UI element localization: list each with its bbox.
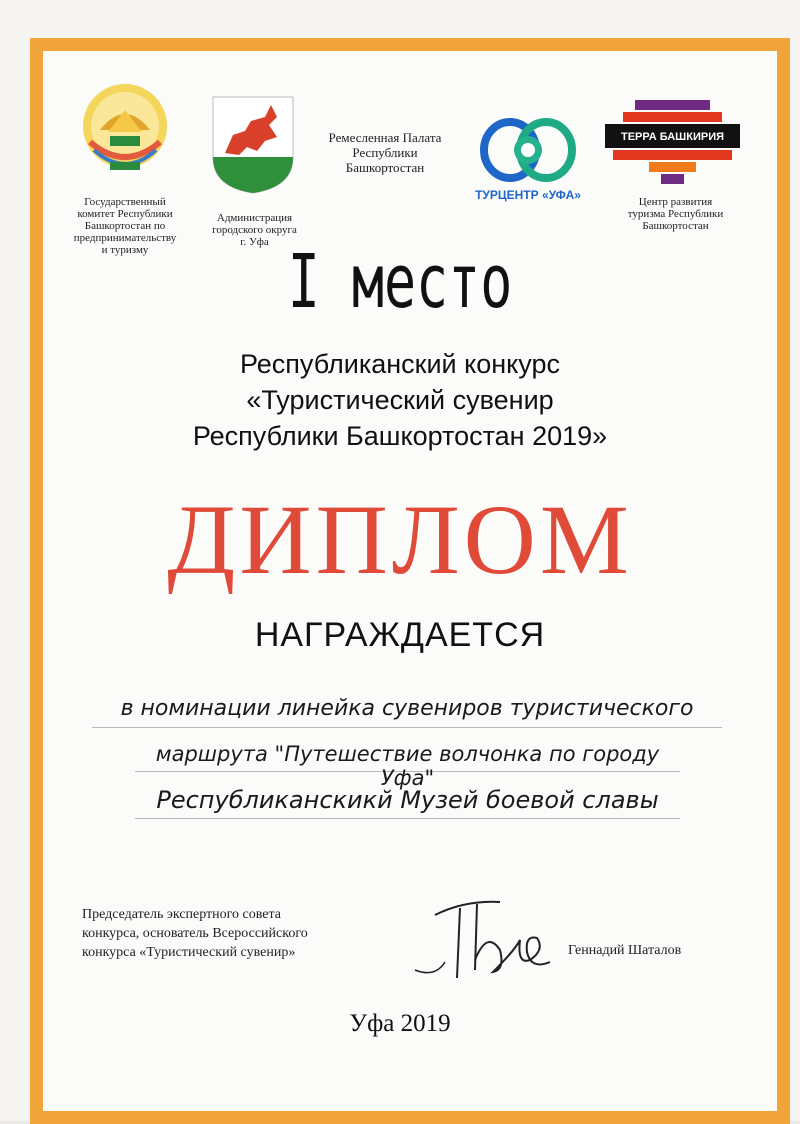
bashkortostan-emblem-icon (80, 80, 170, 180)
turcentr-name: ТУРЦЕНТР «УФА» (475, 188, 581, 202)
chairman-line: конкурса «Туристический сувенир» (82, 945, 296, 960)
caption-line: комитет Республики (77, 208, 173, 220)
diploma-title: ДИПЛОМ (167, 484, 633, 595)
contest-line: Республиканский конкурс (239, 349, 561, 379)
caption-line: городского округа (212, 224, 297, 236)
ufa-coat-of-arms-icon (211, 95, 295, 195)
awarded-label: НАГРАЖДАЕТСЯ (254, 616, 546, 654)
turcentr-rings-icon (478, 118, 578, 183)
signature (405, 890, 565, 990)
palata-text (300, 130, 470, 175)
caption-line: г. Уфа (240, 236, 269, 248)
caption-line: и туризму (101, 244, 149, 256)
chairman-line: конкурса, основатель Всероссийского (82, 926, 308, 941)
underline (135, 818, 680, 819)
palata-line: Ремесленная Палата (328, 130, 442, 145)
caption-line: Центр развития (638, 196, 713, 208)
caption-line: Государственный (84, 196, 166, 208)
contest-line: Республики Башкортостан 2019» (192, 421, 608, 451)
place-title: I место (287, 239, 513, 325)
caption-line: Башкортостан (642, 220, 709, 232)
palata-line: Республики (352, 145, 418, 160)
terra-name: ТЕРРА БАШКИРИЯ (620, 131, 725, 143)
route-line: маршрута "Путешествие волчонка по городу Уфа" (155, 742, 660, 790)
contest-title (0, 346, 800, 454)
terra-caption (608, 196, 743, 232)
caption-line: Администрация (216, 212, 293, 224)
underline (92, 727, 722, 728)
awardee-line: Республиканскикй Музей боевой славы (156, 786, 659, 814)
palata-line: Башкортостан (345, 160, 425, 175)
contest-line: «Туристический сувенир (246, 385, 554, 415)
caption-line: Башкортостан по (84, 220, 166, 232)
chairman-text (82, 905, 422, 962)
chairman-line: Председатель экспертного совета (82, 907, 282, 922)
chairman-name: Геннадий Шаталов (568, 943, 682, 958)
nomination-line: в номинации линейка сувениров туристического (120, 696, 694, 721)
city-year: Уфа 2019 (349, 1010, 451, 1037)
caption-line: предпринимательству (73, 232, 177, 244)
caption-line: туризма Республики (627, 208, 724, 220)
